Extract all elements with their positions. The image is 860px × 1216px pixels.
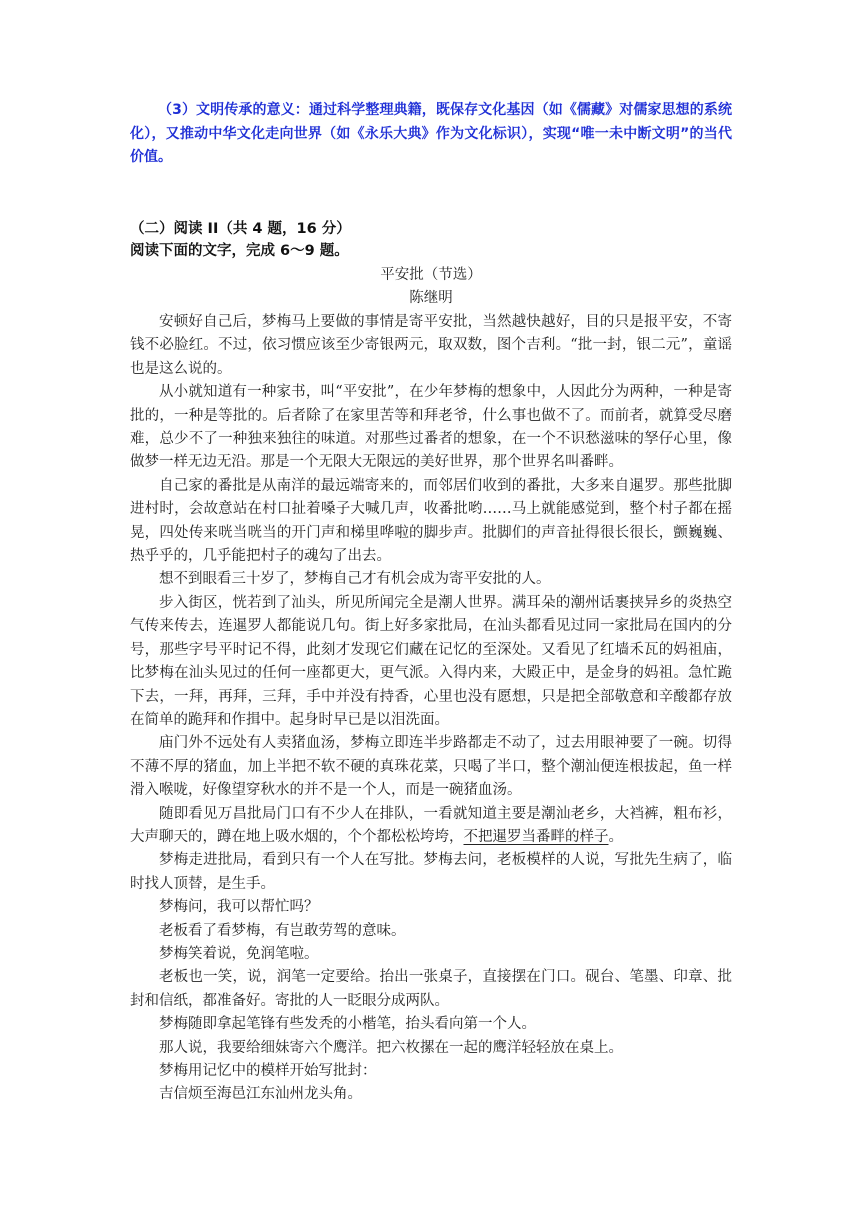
- paragraph: 老板看了看梦梅，有岂敢劳驾的意味。: [159, 922, 406, 939]
- article-title: 平安批（节选）: [380, 267, 482, 283]
- queue-text: 随即看见万昌批局门口有不少人在排队，一看就知道主要是潮汕老乡，大裆裤，粗布衫，大声聊天的，蹲在地上吸水烟的，个个都松松垮垮，: [130, 805, 732, 845]
- paragraph: 梦梅随即拿起笔锋有些发秃的小楷笔，抬头看向第一个人。: [159, 1016, 536, 1033]
- paragraph: 从小就知道有一种家书，叫“平安批”，在少年梦梅的想象中，人因此分为两种，一种是寄批的，一种是等批的。后者除了在家里苦等和拜老爷，什么事也做不了。而前者，就算受尽磨难，总少不了一种独来独往的味道。对那些过番者的想象，在一个不识愁滋味的孥仔心里，像做梦一样无边无沿。那是一个无限大无限远的美好世界，那个世界名叫番畔。: [130, 384, 732, 471]
- paragraph: 梦梅用记忆中的模样开始写批封：: [159, 1063, 377, 1079]
- article-body: [130, 311, 732, 1107]
- paragraph: 步入街区，恍若到了汕头，所见所闻完全是潮人世界。满耳朵的潮州话裹挟异乡的炎热空气传来传去，连暹罗人都能说几句。街上好多家批局，在汕头都看见过同一家批局在国内的分号，那些字号平时记不得，此刻才发现它们藏在记忆的至深处。又看见了红墙禾瓦的妈祖庙，比梦梅在汕头见过的任何一座都更大，更气派。入得内来，大殿正中，是金身的妈祖。急忙跪下去，一拜，再拜，三拜，手中并没有持香，心里也没有愿想，只是把全部敬意和辛酸都存放在简单的跪拜和作揖中。起身时早已是以泪洗面。: [130, 594, 732, 728]
- paragraph: 吉信烦至海邑江东汕州龙头角。: [159, 1086, 362, 1103]
- answer-block: [130, 99, 732, 170]
- paragraph: 老板也一笑，说，润笔一定要给。抬出一张桌子，直接摆在门口。砚台、笔墨、印章、批封和信纸，都准备好。寄批的人一眨眼分成两队。: [130, 969, 732, 1009]
- paragraph: 梦梅笑着说，免润笔啦。: [159, 945, 319, 962]
- article-author: 陈继明: [409, 290, 453, 306]
- paragraph: 安顿好自己后，梦梅马上要做的事情是寄平安批，当然越快越好，目的只是报平安，不寄钱不必脸红。不过，依习惯应该至少寄银两元，取双数，图个吉利。“批一封，银二元”，童谣也是这么说的。: [130, 314, 732, 377]
- paragraph: 庙门外不远处有人卖猪血汤，梦梅立即连半步路都走不动了，过去用眼神要了一碗。切得不薄不厚的猪血，加上半把不软不硬的真珠花菜，只喝了半口，整个潮汕便连根拔起，鱼一样滑入喉咙，好像望穿秋水的并不是一个人，而是一碗猪血汤。: [130, 735, 732, 799]
- paragraph: 那人说，我要给细妹寄六个鹰洋。把六枚摞在一起的鹰洋轻轻放在桌上。: [159, 1039, 623, 1056]
- paragraph: 梦梅走进批局，看到只有一个人在写批。梦梅去问，老板模样的人说，写批先生病了，临时找人顶替，是生手。: [130, 852, 732, 892]
- paragraph: 想不到眼看三十岁了，梦梅自己才有机会成为寄平安批的人。: [159, 571, 551, 588]
- paragraph-queue: [130, 803, 732, 850]
- underlined-phrase: 不把暹罗当番畔的样子: [463, 828, 609, 845]
- paragraph: 自己家的番批是从南洋的最远端寄来的，而邻居们收到的番批，大多来自暹罗。那些批脚进村时，会故意站在村口扯着嗓子大喊几声，收番批哟……马上就能感觉到，整个村子都在摇晃，四处传来咣当咣当的开门声和梯里哗啦的脚步声。批脚们的声音扯得很长很长，颤巍巍、热乎乎的，几乎能把村子的魂勾了出去。: [130, 477, 732, 565]
- queue-end: 。: [608, 828, 623, 845]
- answer-paragraph: （3）文明传承的意义：通过科学整理典籍，既保存文化基因（如《儒藏》对儒家思想的系统化），又推动中华文化走向世界（如《永乐大典》作为文化标识），实现“唯一未中断文明”的当代价值。: [130, 102, 732, 165]
- paragraph: 梦梅问，我可以帮忙吗？: [159, 899, 319, 916]
- section-heading: （二）阅读 II（共 4 题，16 分）: [130, 221, 351, 237]
- instruction-line: 阅读下面的文字，完成 6～9 题。: [130, 243, 349, 259]
